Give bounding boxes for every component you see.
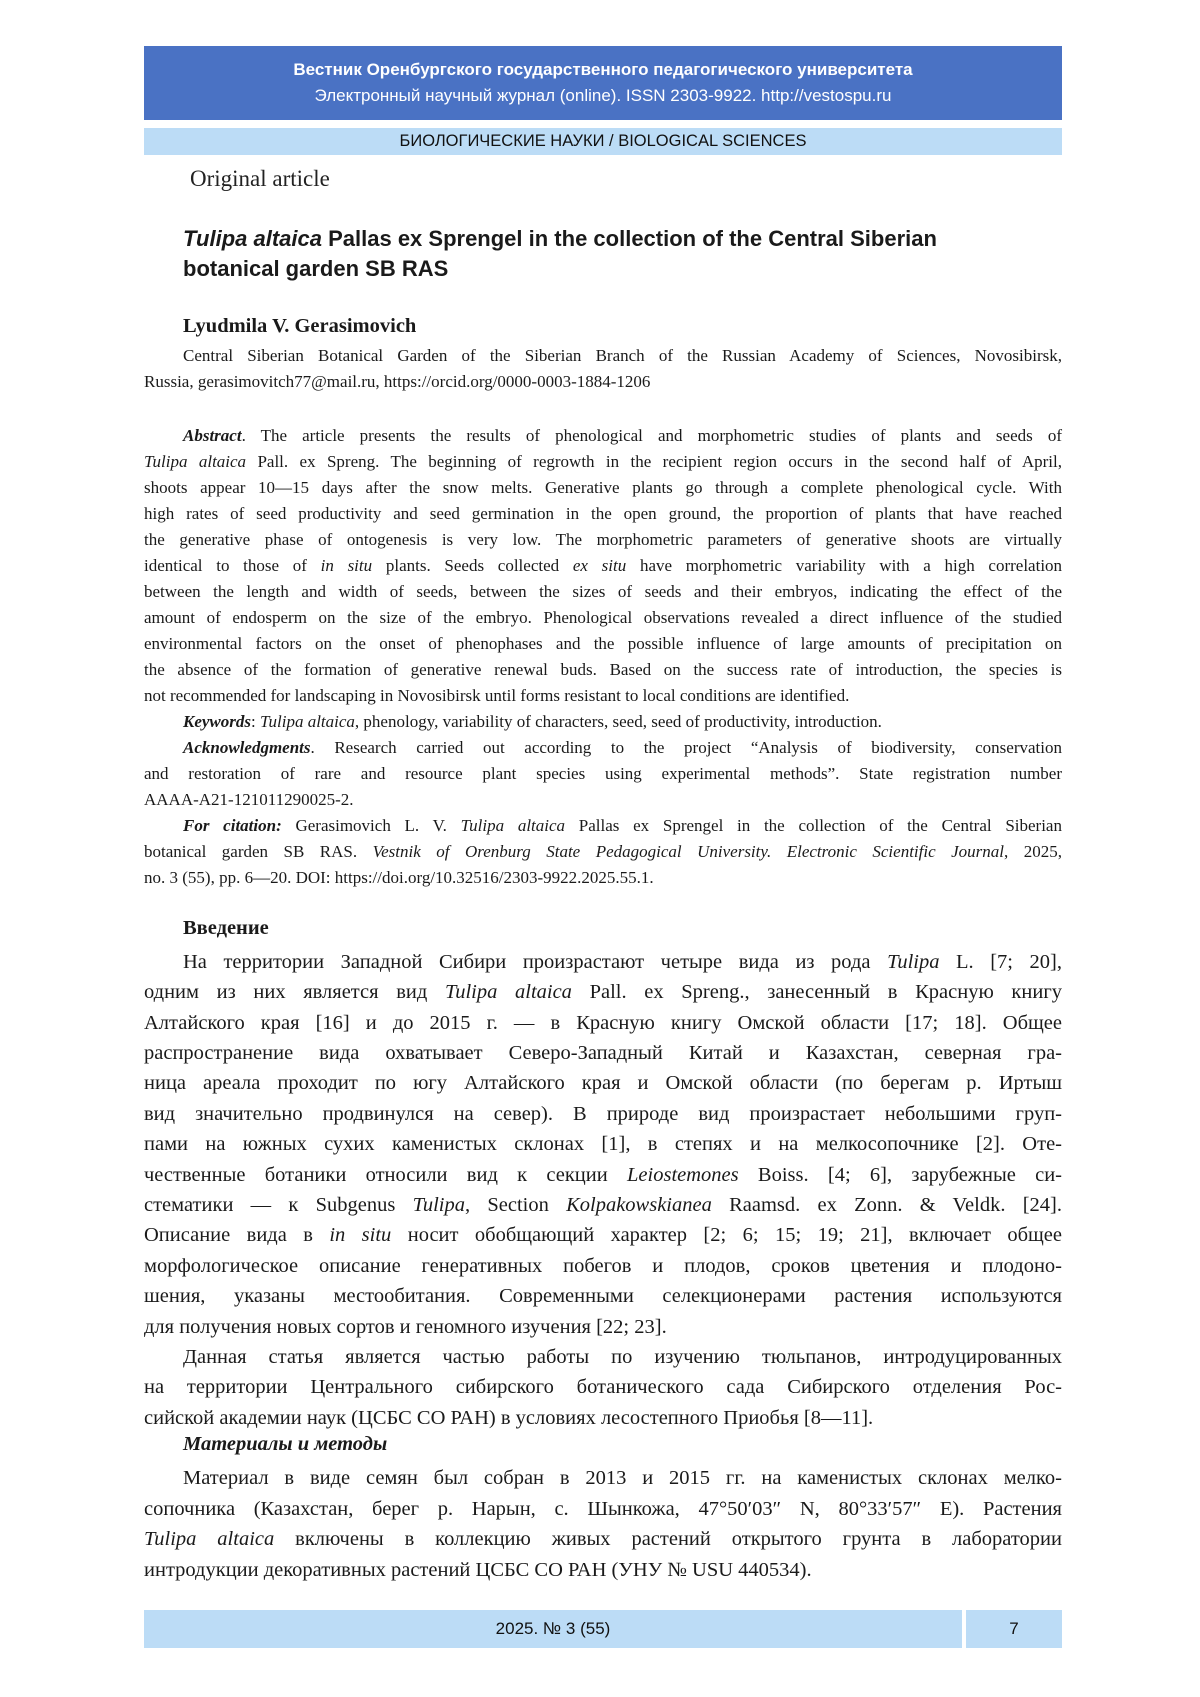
body-line: для получения новых сортов и геномного изучения [22; 23]. <box>144 1316 667 1338</box>
acknowledgments-label: Acknowledgments <box>183 738 311 757</box>
title-species: Tulipa altaica <box>183 226 322 251</box>
abstract-line: between the length and width of seeds, between the sizes of seeds and their embryos, indicating the effect of the <box>144 582 1062 601</box>
journal-name: Вестник Оренбургского государственного педагогического университета <box>293 60 913 79</box>
methods-heading: Материалы и методы <box>183 1433 388 1455</box>
body-line: чественные ботаники относили вид к секции Leiostemones Boiss. [4; 6], зарубежные си- <box>144 1164 1063 1186</box>
abstract-line: Abstract. The article presents the results of phenological and morphometric studies of plants and seeds of <box>183 426 1062 445</box>
body-line: сопочника (Казахстан, берег р. Нарын, с. Шынкожа, 47°50′03″ N, 80°33′57″ E). Растения <box>144 1498 1062 1520</box>
acknowledgments-line: AAAA-A21-121011290025-2. <box>144 790 354 809</box>
body-line: вид значительно продвинулся на север). В природе вид произрастает небольшими груп- <box>144 1103 1062 1125</box>
body-line: одним из них является вид Tulipa altaica Pall. ex Spreng., занесенный в Красную книгу <box>144 981 1062 1003</box>
body-line: На территории Западной Сибири произрастают четыре вида из рода Tulipa L. [7; 20], <box>183 951 1063 973</box>
author-name: Lyudmila V. Gerasimovich <box>183 315 417 337</box>
citation-label: For citation: <box>183 816 282 835</box>
body-line: интродукции декоративных растений ЦСБС СО РАН (УНУ № USU 440534). <box>144 1559 812 1581</box>
abstract-line: Tulipa altaica Pall. ex Spreng. The beginning of regrowth in the recipient region occurs in the second half of April, <box>144 452 1062 471</box>
journal-header <box>144 46 1062 120</box>
body-line: пами на южных сухих каменистых склонах [1], в степях и на мелкосопочнике [2]. Оте- <box>144 1133 1062 1155</box>
acknowledgments-line: Acknowledgments. Research carried out according to the project “Analysis of biodiversity, conservation <box>183 738 1062 757</box>
citation-line: botanical garden SB RAS. Vestnik of Orenburg State Pedagogical University. Electronic Scientific Journal, 2025, <box>144 842 1062 861</box>
article-type: Original article <box>190 166 330 191</box>
abstract-label: Abstract <box>183 426 242 445</box>
citation-journal: Vestnik of Orenburg State Pedagogical University. Electronic Scientific Journal <box>372 842 1005 861</box>
acknowledgments-line: and restoration of rare and resource plant species using experimental methods”. State registration number <box>144 764 1062 783</box>
body-line: морфологическое описание генеративных побегов и плодов, сроков цветения и плодоно- <box>144 1255 1062 1277</box>
title-line2: botanical garden SB RAS <box>183 256 449 281</box>
author-affiliation-line1: Central Siberian Botanical Garden of the Siberian Branch of the Russian Academy of Sciences, Novosibirsk, <box>183 346 1062 365</box>
section-bar: БИОЛОГИЧЕСКИЕ НАУКИ / BIOLOGICAL SCIENCES <box>144 128 1062 155</box>
body-line: шения, указаны местообитания. Современными селекционерами растения используются <box>144 1285 1062 1307</box>
body-line: Данная статья является частью работы по изучению тюльпанов, интродуцированных <box>183 1346 1062 1368</box>
abstract-line: not recommended for landscaping in Novosibirsk until forms resistant to local conditions are identified. <box>144 686 850 705</box>
page-number: 7 <box>966 1610 1062 1648</box>
keywords-label: Keywords <box>183 712 251 731</box>
body-line: Tulipa altaica включены в коллекцию живых растений открытого грунта в лаборатории <box>144 1528 1062 1550</box>
footer-issue: 2025. № 3 (55) <box>144 1610 962 1648</box>
citation-line: For citation: Gerasimovich L. V. Tulipa altaica Pallas ex Sprengel in the collection of the Central Siberian <box>183 816 1062 835</box>
abstract-line: identical to those of in situ plants. Seeds collected ex situ have morphometric variability with a high correlation <box>144 556 1063 575</box>
journal-subtitle: Электронный научный журнал (online). ISSN 2303-9922. http://vestospu.ru <box>314 86 892 105</box>
abstract-line: the generative phase of ontogenesis is very low. The morphometric parameters of generative shoots are virtually <box>144 530 1062 549</box>
title-line1: Pallas ex Sprengel in the collection of the Central Siberian <box>321 226 937 251</box>
keywords: Keywords: Tulipa altaica, phenology, variability of characters, seed, seed of productivity, introduction. <box>183 712 882 731</box>
abstract-line: environmental factors on the onset of phenophases and the possible influence of large amounts of precipitation on <box>144 634 1062 653</box>
article-title <box>183 224 1043 284</box>
body-line: Материал в виде семян был собран в 2013 и 2015 гг. на каменистых склонах мелко- <box>183 1467 1062 1489</box>
body-line: сийской академии наук (ЦСБС СО РАН) в условиях лесостепного Приобья [8—11]. <box>144 1407 874 1429</box>
body-line: на территории Центрального сибирского ботанического сада Сибирского отделения Рос- <box>144 1376 1062 1398</box>
body-line: стематики — к Subgenus Tulipa, Section Kolpakowskianea Raamsd. ex Zonn. & Veldk. [24]. <box>144 1194 1062 1216</box>
abstract-line: the absence of the formation of generative renewal buds. Based on the success rate of introduction, the species is <box>144 660 1062 679</box>
abstract-line: high rates of seed productivity and seed germination in the open ground, the proportion of plants that have reached <box>144 504 1062 523</box>
body-line: Алтайского края [16] и до 2015 г. — в Красную книгу Омской области [17; 18]. Общее <box>144 1012 1062 1034</box>
abstract-line: shoots appear 10—15 days after the snow melts. Generative plants go through a complete phenological cycle. With <box>144 478 1062 497</box>
body-line: ница ареала проходит по югу Алтайского края и Омской области (по берегам р. Иртыш <box>144 1072 1062 1094</box>
intro-heading: Введение <box>183 917 269 939</box>
author-affiliation-line2: Russia, gerasimovitch77@mail.ru, https://orcid.org/0000-0003-1884-1206 <box>144 372 651 391</box>
citation-line: no. 3 (55), pp. 6—20. DOI: https://doi.org/10.32516/2303-9922.2025.55.1. <box>144 868 654 887</box>
abstract-line: amount of endosperm on the size of the embryo. Phenological observations revealed a direct influence of the studied <box>144 608 1062 627</box>
body-line: распространение вида охватывает Северо-Западный Китай и Казахстан, северная гра- <box>144 1042 1062 1064</box>
body-line: Описание вида в in situ носит обобщающий характер [2; 6; 15; 19; 21], включает общее <box>144 1224 1062 1246</box>
